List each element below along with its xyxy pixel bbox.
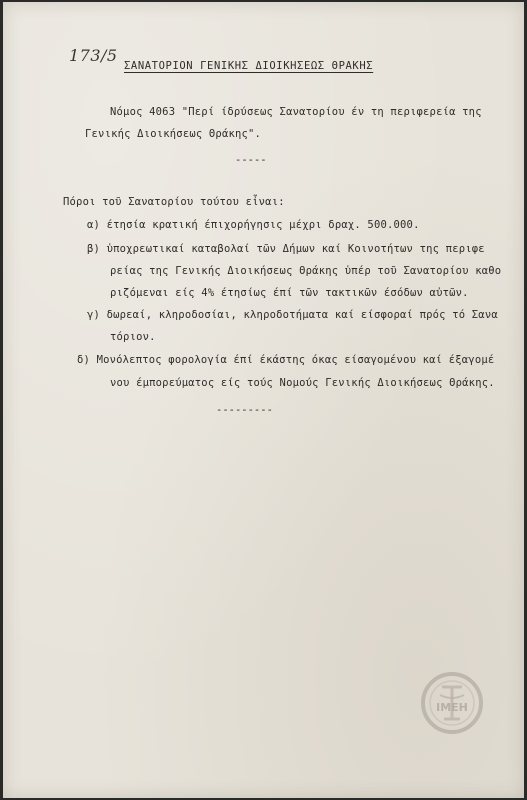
list-item-b-line-3: ριζόμεναι είς 4% έτησίως έπί τῶν τακτικῶν έσόδων αὐτῶν. [110,287,469,299]
law-title-line-2: Γενικής Διοικήσεως Θράκης". [85,128,262,140]
list-item-g-line-2: τόριον. [110,331,156,343]
archive-seal-icon [420,671,484,735]
resources-intro: Πόροι τοῦ Σανατορίου τούτου εἶναι: [63,196,285,208]
list-item-a: α) έτησία κρατική έπιχορήγησις μέχρι δραχ. 500.000. [87,219,420,231]
seal-text: ΙΜΕΗ [436,701,468,714]
list-item-g-line-1: γ) δωρεαί, κληροδοσίαι, κληροδοτήματα καί είσφοραί πρός τό Σανα [87,309,498,321]
separator-line: ----- [235,154,267,166]
law-title-line-1: Νόμος 4063 "Περί ίδρύσεως Σανατορίου έν τη περιφερεία της [110,106,482,118]
list-item-d-line-2: νου έμπορεύματος είς τούς Νομούς Γενικής Διοικήσεως Θράκης. [110,377,495,389]
folio-number: 173/5 [69,46,118,65]
closing-separator: --------- [216,404,273,416]
list-item-d-line-1: δ) Μονόλεπτος φορολογία έπί έκάστης όκας είσαγομένου καί έξαγομέ [77,354,495,366]
list-item-b-line-1: β) ὑποχρεωτικαί καταβολαί τῶν Δήμων καί Κοινοτήτων της περιφε [87,243,485,255]
document-heading: ΣΑΝΑΤΟΡΙΟΝ ΓΕΝΙΚΗΣ ΔΙΟΙΚΗΣΕΩΣ ΘΡΑΚΗΣ [124,60,374,72]
list-item-b-line-2: ρείας της Γενικής Διοικήσεως Θράκης ὑπέρ τοῦ Σανατορίου καθο [110,265,502,277]
